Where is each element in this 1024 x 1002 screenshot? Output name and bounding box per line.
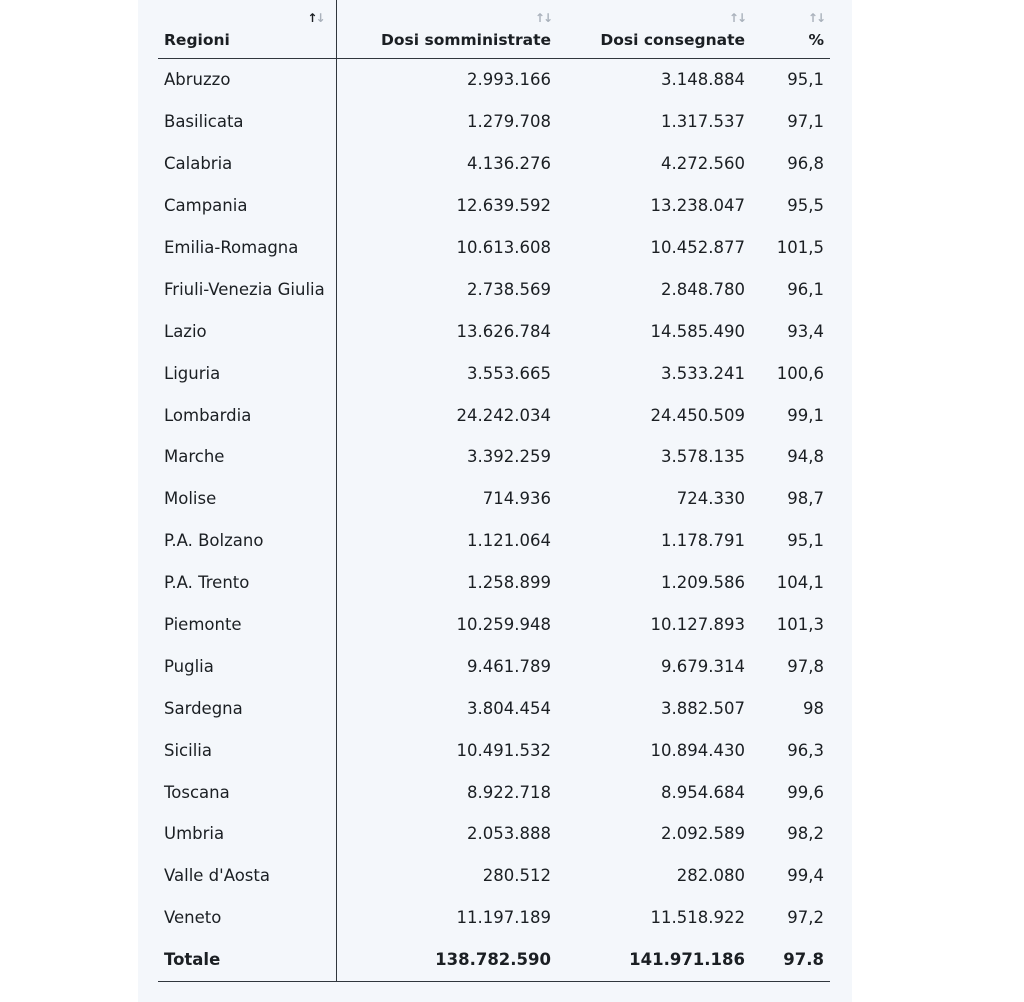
delivered-cell: 1.317.537 — [661, 112, 745, 132]
administered-cell: 24.242.034 — [456, 405, 551, 425]
region-cell: Lombardia — [158, 394, 336, 436]
percent-cell: 93,4 — [787, 321, 824, 341]
percent-cell: 95,5 — [787, 196, 824, 216]
table-row — [158, 729, 830, 771]
administered-cell: 2.053.888 — [467, 824, 551, 844]
region-cell: Abruzzo — [158, 59, 336, 101]
column-header-percent[interactable] — [751, 0, 830, 59]
table-row — [158, 478, 830, 520]
column-header-region[interactable] — [158, 0, 336, 59]
table-row — [158, 813, 830, 855]
delivered-cell: 9.679.314 — [661, 656, 745, 676]
administered-cell: 1.121.064 — [467, 531, 551, 551]
delivered-cell: 2.092.589 — [661, 824, 745, 844]
delivered-cell: 8.954.684 — [661, 782, 745, 802]
percent-cell: 100,6 — [776, 363, 824, 383]
percent-cell: 96,1 — [787, 279, 824, 299]
administered-cell: 11.197.189 — [456, 908, 551, 928]
administered-cell: 10.613.608 — [456, 238, 551, 257]
administered-cell: 10.259.948 — [456, 615, 551, 635]
vaccine-doses-table — [158, 0, 830, 982]
table-row — [158, 227, 830, 269]
administered-cell: 2.738.569 — [467, 279, 551, 299]
region-cell: Toscana — [158, 771, 336, 813]
administered-cell: 10.491.532 — [456, 740, 551, 760]
region-cell: Liguria — [158, 352, 336, 394]
administered-cell: 714.936 — [482, 489, 551, 509]
region-cell: P.A. Trento — [158, 562, 336, 604]
delivered-cell: 1.209.586 — [661, 573, 745, 593]
administered-cell: 12.639.592 — [456, 196, 551, 216]
delivered-cell: 24.450.509 — [650, 405, 745, 425]
administered-cell: 8.922.718 — [467, 782, 551, 802]
delivered-cell: 3.148.884 — [661, 70, 745, 90]
percent-cell: 94,8 — [787, 447, 824, 467]
delivered-cell: 10.894.430 — [650, 740, 745, 760]
table-row — [158, 394, 830, 436]
percent-cell: 95,1 — [787, 531, 824, 551]
total-administered-cell: 138.782.590 — [336, 939, 557, 981]
region-cell: Sardegna — [158, 687, 336, 729]
percent-cell: 98,2 — [787, 824, 824, 844]
percent-cell: 98,7 — [787, 489, 824, 509]
administered-cell: 280.512 — [482, 866, 551, 886]
region-cell: Basilicata — [158, 101, 336, 143]
table-row — [158, 645, 830, 687]
sort-administered-icon[interactable]: ↑↓ — [534, 11, 551, 25]
column-header-administered[interactable] — [336, 0, 557, 59]
delivered-cell: 11.518.922 — [650, 908, 745, 928]
table-row — [158, 687, 830, 729]
percent-cell: 99,6 — [787, 782, 824, 802]
table-header-row — [158, 0, 830, 59]
delivered-cell: 13.238.047 — [650, 196, 745, 216]
delivered-cell: 282.080 — [676, 866, 745, 886]
delivered-cell: 10.127.893 — [650, 615, 745, 635]
percent-cell: 99,4 — [787, 866, 824, 886]
region-cell: Piemonte — [158, 604, 336, 646]
percent-cell: 98 — [803, 698, 824, 718]
percent-cell: 99,1 — [787, 405, 824, 425]
table-body — [158, 59, 830, 939]
column-header-delivered[interactable] — [557, 0, 751, 59]
region-cell: Valle d'Aosta — [158, 855, 336, 897]
administered-cell: 3.804.454 — [467, 698, 551, 718]
table-row — [158, 59, 830, 101]
region-cell: Friuli-Venezia Giulia — [158, 268, 336, 310]
region-cell: Lazio — [158, 310, 336, 352]
delivered-cell: 10.452.877 — [650, 238, 745, 257]
percent-cell: 96,3 — [787, 740, 824, 760]
table-row — [158, 897, 830, 939]
table-row — [158, 101, 830, 143]
table-row — [158, 310, 830, 352]
percent-cell: 101,3 — [776, 615, 824, 635]
percent-cell: 97,1 — [787, 112, 824, 132]
administered-cell: 2.993.166 — [467, 70, 551, 90]
table-row — [158, 185, 830, 227]
table-row — [158, 352, 830, 394]
table-row — [158, 855, 830, 897]
administered-cell: 13.626.784 — [456, 321, 551, 341]
percent-cell: 104,1 — [776, 573, 824, 593]
delivered-cell: 1.178.791 — [661, 531, 745, 551]
table-row — [158, 562, 830, 604]
percent-cell: 101,5 — [776, 238, 824, 257]
table-row — [158, 604, 830, 646]
administered-cell: 3.392.259 — [467, 447, 551, 467]
total-region-cell: Totale — [158, 939, 336, 981]
region-cell: Puglia — [158, 645, 336, 687]
region-cell: P.A. Bolzano — [158, 520, 336, 562]
column-header-administered-label: Dosi somministrate — [381, 31, 551, 49]
sort-region-icon[interactable]: ↑↓ — [307, 11, 324, 25]
column-header-delivered-label: Dosi consegnate — [600, 31, 745, 49]
region-cell: Emilia-Romagna — [158, 227, 336, 269]
table-row — [158, 143, 830, 185]
administered-cell: 9.461.789 — [467, 656, 551, 676]
total-delivered-cell: 141.971.186 — [557, 939, 751, 981]
column-header-percent-label: % — [808, 31, 824, 49]
delivered-cell: 724.330 — [676, 489, 745, 509]
percent-cell: 97,8 — [787, 656, 824, 676]
table-row — [158, 771, 830, 813]
table-row — [158, 520, 830, 562]
column-header-region-label: Regioni — [164, 31, 230, 49]
region-cell: Sicilia — [158, 729, 336, 771]
delivered-cell: 4.272.560 — [661, 154, 745, 174]
sort-delivered-icon[interactable]: ↑↓ — [728, 11, 745, 25]
administered-cell: 1.279.708 — [467, 112, 551, 132]
table-row — [158, 268, 830, 310]
total-percent-cell: 97.8 — [751, 939, 830, 981]
percent-cell: 96,8 — [787, 154, 824, 174]
region-cell: Calabria — [158, 143, 336, 185]
administered-cell: 1.258.899 — [467, 573, 551, 593]
percent-cell: 97,2 — [787, 908, 824, 928]
delivered-cell: 2.848.780 — [661, 279, 745, 299]
delivered-cell: 14.585.490 — [650, 321, 745, 341]
table-row — [158, 436, 830, 478]
administered-cell: 4.136.276 — [467, 154, 551, 174]
delivered-cell: 3.578.135 — [661, 447, 745, 467]
sort-percent-icon[interactable]: ↑↓ — [807, 11, 824, 25]
region-cell: Molise — [158, 478, 336, 520]
percent-cell: 95,1 — [787, 70, 824, 90]
delivered-cell: 3.533.241 — [661, 363, 745, 383]
delivered-cell: 3.882.507 — [661, 698, 745, 718]
region-cell: Marche — [158, 436, 336, 478]
total-row — [158, 939, 830, 981]
administered-cell: 3.553.665 — [467, 363, 551, 383]
region-cell: Umbria — [158, 813, 336, 855]
region-cell: Campania — [158, 185, 336, 227]
region-cell: Veneto — [158, 897, 336, 939]
